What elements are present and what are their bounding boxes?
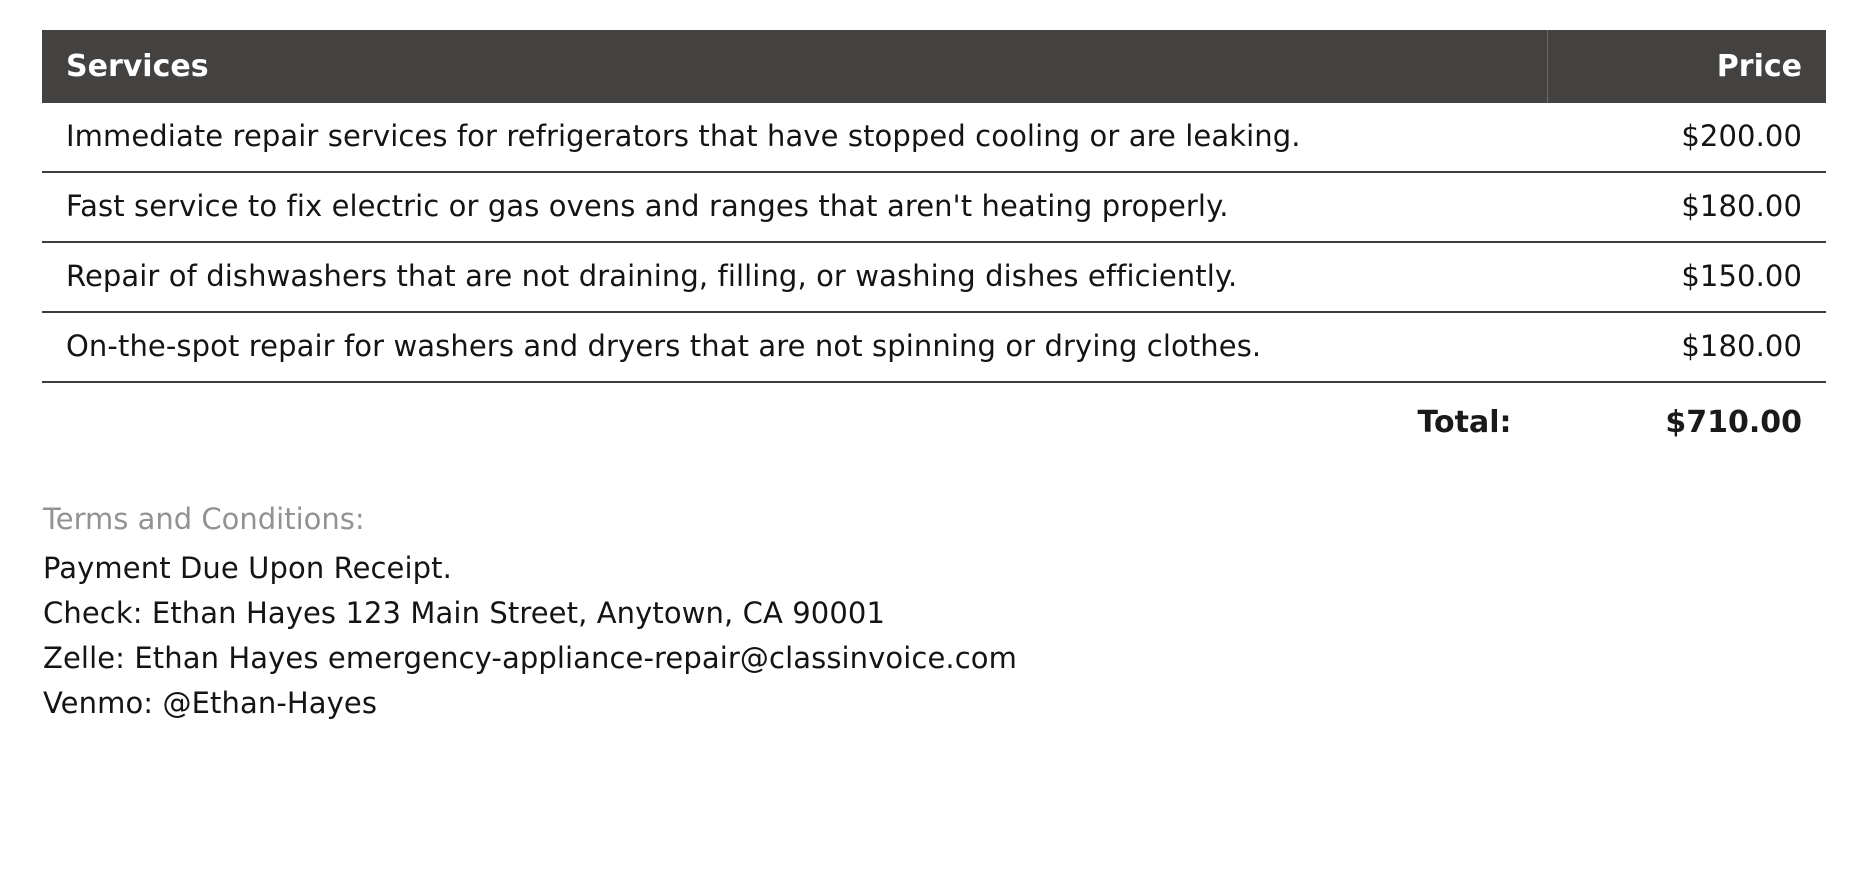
total-row xyxy=(42,382,1826,450)
table-row xyxy=(42,312,1826,382)
service-description: Immediate repair services for refrigerators that have stopped cooling or are leaking. xyxy=(42,103,1548,172)
service-description: On-the-spot repair for washers and dryers that are not spinning or drying clothes. xyxy=(42,312,1548,382)
table-header-row xyxy=(42,30,1826,103)
column-header-price: Price xyxy=(1548,30,1827,103)
table-row xyxy=(42,242,1826,312)
table-body xyxy=(42,103,1826,382)
table-row xyxy=(42,172,1826,242)
terms-line-zelle: Zelle: Ethan Hayes emergency-appliance-repair@classinvoice.com xyxy=(43,640,1017,675)
terms-line-payment: Payment Due Upon Receipt. xyxy=(43,551,452,585)
total-label: Total: xyxy=(1417,405,1512,440)
table-header xyxy=(42,30,1826,103)
total-value: $710.00 xyxy=(1665,405,1802,440)
service-price: $150.00 xyxy=(1548,242,1827,312)
column-header-services: Services xyxy=(42,30,1548,103)
service-price: $180.00 xyxy=(1548,172,1827,242)
terms-line-venmo: Venmo: @Ethan-Hayes xyxy=(43,685,378,720)
terms-title: Terms and Conditions: xyxy=(43,502,365,536)
terms-line-check: Check: Ethan Hayes 123 Main Street, Anytown, CA 90001 xyxy=(43,595,886,630)
services-price-table xyxy=(42,30,1826,450)
service-price: $180.00 xyxy=(1548,312,1827,382)
service-description: Repair of dishwashers that are not draining, filling, or washing dishes efficiently. xyxy=(42,242,1548,312)
service-description: Fast service to fix electric or gas ovens and ranges that aren't heating properly. xyxy=(42,172,1548,242)
service-price: $200.00 xyxy=(1548,103,1827,172)
table-row xyxy=(42,103,1826,172)
terms-and-conditions-section xyxy=(42,502,1826,726)
table-footer xyxy=(42,382,1826,450)
